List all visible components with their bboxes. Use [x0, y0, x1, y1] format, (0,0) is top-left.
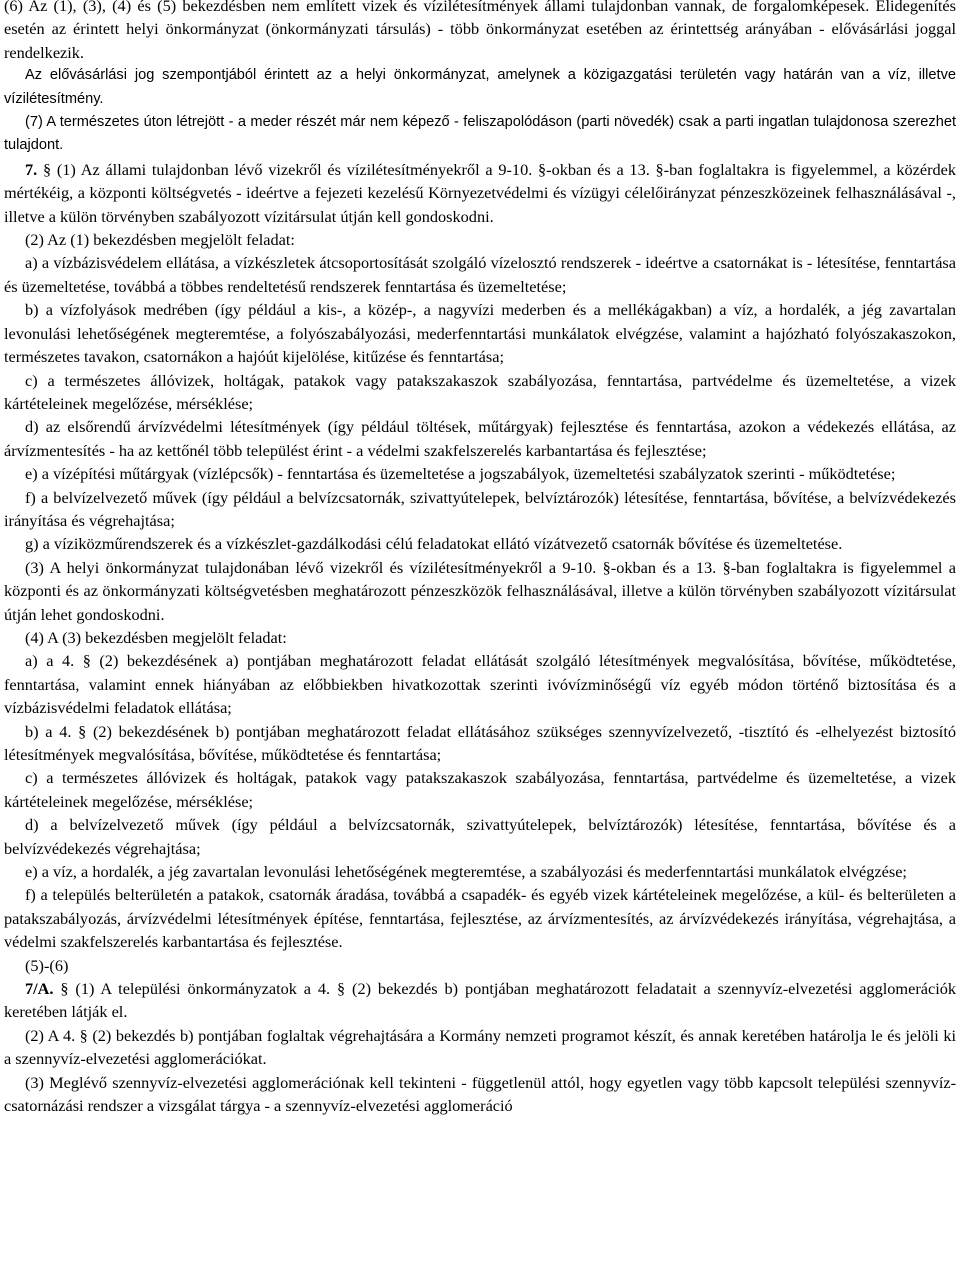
paragraph-text: (2) A 4. § (2) bekezdés b) pontjában foglaltak végrehajtására a Kormány nemzeti programot készít, és annak keretében határolja le és jelöli ki a szennyvíz-elvezetési agglomerációkat.: [4, 1025, 956, 1069]
paragraph: [4, 462, 956, 485]
paragraph-text: (3) Meglévő szennyvíz-elvezetési agglomerációnak kell tekinteni - függetlenül attól, hogy egyetlen vagy több kapcsolt települési szennyvíz-csatornázási rendszer a vizsgálat tárgya - a szennyvíz-elvezetési agglomeráció: [4, 1072, 956, 1116]
section-number: 7/A.: [25, 979, 54, 999]
paragraph-text: (5)-(6): [25, 955, 69, 975]
paragraph: [4, 954, 956, 977]
paragraph-text: f) a belvízelvezető művek (így például a belvízcsatornák, szivattyútelepek, belvíztározók) létesítése, fenntartása, bővítése, a belvízvédekezés irányítása és végrehajtása;: [4, 487, 956, 530]
paragraph: [4, 720, 956, 767]
section-number: 7.: [25, 159, 38, 179]
paragraph: [4, 1024, 956, 1071]
paragraph-text: Az elővásárlási jog szempontjából érintett az a helyi önkormányzat, amelynek a közigazgatási területén vagy határán van a víz, illetve vízilétesítmény.: [4, 67, 956, 107]
paragraph: [4, 626, 956, 649]
paragraph: [4, 158, 956, 228]
paragraph: [4, 0, 956, 64]
paragraph: [4, 649, 956, 719]
paragraph: [4, 369, 956, 416]
paragraph: [4, 64, 956, 111]
paragraph-text: (4) A (3) bekezdésben megjelölt feladat:: [25, 627, 287, 647]
paragraph-text: c) a természetes állóvizek és holtágak, patakok vagy patakszakaszok szabályozása, fenntartása, partvédelme és üzemeltetése, a vizek kártételeinek megelőzése, mérséklése;: [4, 768, 956, 811]
paragraph: [4, 1071, 956, 1118]
paragraph: [4, 228, 956, 251]
paragraph-text: e) a víz, a hordalék, a jég zavartalan levonulási lehetőségének megteremtése, a szabályozási és mederfenntartási munkálatok elvégzése;: [25, 862, 907, 882]
paragraph-text: a) a vízbázisvédelem ellátása, a vízkészletek átcsoportosítását szolgáló vízelosztó rendszerek - ideértve a csatornákat is - létesítése, fenntartása és üzemeltetése, továbbá a többes rendeltetésű rendszerek fenntartása és üzemeltetése;: [4, 253, 956, 296]
paragraph: [4, 298, 956, 368]
paragraph-text: b) a vízfolyások medrében (így például a kis-, a közép-, a nagyvízi mederben és a mellékágakban) a víz, a hordalék, a jég zavartalan levonulási lehetőségének megteremtése, a folyószabályozási, mederfenntartási munkálatok elvégzése, valamint a hajózható folyószakaszokon, természetes tavakon, csatornákon a hajóút kijelölése, kitűzése és fenntartása;: [4, 300, 956, 367]
paragraph-text: § (1) Az állami tulajdonban lévő vizekről és vízilétesítményekről a 9-10. §-okban és a 13. §-ban foglaltakra is figyelemmel, a közérdek mértékéig, a központi költségvetés - ideértve a fejezeti kezelésű Környezetvédelmi és vízügyi célelőirányzat pénzeszközeinek felhasználásával -, illetve a külön törvényben szabályozott vízitársulat útján kell gondoskodni.: [4, 159, 956, 226]
paragraph: [4, 415, 956, 462]
paragraph: [4, 111, 956, 158]
paragraph: [4, 813, 956, 860]
paragraph-text: (3) A helyi önkormányzat tulajdonában lévő vizekről és vízilétesítményekről a 9-10. §-okban és a 13. §-ban foglaltakra is figyelemmel a központi és az önkormányzati költségvetésben meghatározott pénzeszközök felhasználásával, illetve a külön törvényben szabályozott vízitársulat útján lehet gondoskodni.: [4, 557, 956, 624]
paragraph-text: c) a természetes állóvizek, holtágak, patakok vagy patakszakaszok szabályozása, fenntartása, partvédelme és üzemeltetése, a vizek kártételeinek megelőzése, mérséklése;: [4, 370, 956, 413]
paragraph: [4, 251, 956, 298]
paragraph-text: b) a 4. § (2) bekezdésének b) pontjában meghatározott feladat ellátásához szükséges szennyvízelvezető, -tisztító és -elhelyezést biztosító létesítmények megvalósítása, bővítése, működtetése és fenntartása;: [4, 721, 956, 764]
paragraph-text: g) a víziközműrendszerek és a vízkészlet-gazdálkodási célú feladatokat ellátó vízátvezető csatornák bővítése és üzemeltetése.: [25, 534, 843, 554]
paragraph: [4, 556, 956, 626]
paragraph-text: (7) A természetes úton létrejött - a meder részét már nem képező - feliszapolódáson (parti növedék) csak a parti ingatlan tulajdonosa szerezhet tulajdont.: [4, 114, 956, 154]
paragraph-text: f) a település belterületén a patakok, csatornák áradása, továbbá a csapadék- és egyéb vizek kártételeinek megelőzése, a kül- és belterületen a patakszabályozás, árvízvédelmi létesítmények építése, fenntartása, fejlesztése, az árvízmentesítés, az árvízvédekezés irányítása, végrehajtása, a védelmi szakfelszerelés karbantartása és fejlesztése.: [4, 885, 956, 952]
paragraph: [4, 977, 956, 1024]
paragraph: [4, 532, 956, 555]
paragraph-text: a) a 4. § (2) bekezdésének a) pontjában meghatározott feladat ellátását szolgáló létesítmények megvalósítása, bővítése, működtetése, fenntartása, valamint ennek hiányában az előbbiekben hivatkozottak szerinti ivóvízminőségű víz egyéb módon történő biztosítása és a vízbázisvédelmi feladatok ellátása;: [4, 651, 956, 718]
paragraph-text: d) a belvízelvezető művek (így például a belvízcsatornák, szivattyútelepek, belvíztározók) létesítése, fenntartása, bővítése és a belvízvédekezés végrehajtása;: [4, 815, 956, 858]
paragraph-text: (6) Az (1), (3), (4) és (5) bekezdésben nem említett vizek és vízilétesítmények állami tulajdonban vannak, de forgalomképesek. Elidegenítés esetén az érintett helyi önkormányzat (önkormányzati társulás) - több önkormányzat esetében az érintettség arányában - elővásárlási joggal rendelkezik.: [4, 0, 956, 62]
paragraph: [4, 883, 956, 953]
paragraph: [4, 486, 956, 533]
paragraph-text: § (1) A települési önkormányzatok a 4. § (2) bekezdés b) pontjában meghatározott feladatait a szennyvíz-elvezetési agglomerációk keretében látják el.: [4, 979, 956, 1022]
paragraph-text: e) a vízépítési műtárgyak (vízlépcsők) - fenntartása és üzemeltetése a jogszabályok, üzemeltetési szabályzatok szerinti - működtetése;: [25, 464, 896, 484]
paragraph: [4, 766, 956, 813]
paragraph-text: (2) Az (1) bekezdésben megjelölt feladat:: [25, 230, 295, 250]
paragraph: [4, 860, 956, 883]
paragraph-text: d) az elsőrendű árvízvédelmi létesítmények (így például töltések, műtárgyak) fejlesztése és fenntartása, azokon a védekezés ellátása, az árvízmentesítés - ha az kettőnél több települést érint - a védelmi szakfelszerelés karbantartása és fejlesztése;: [4, 417, 956, 460]
